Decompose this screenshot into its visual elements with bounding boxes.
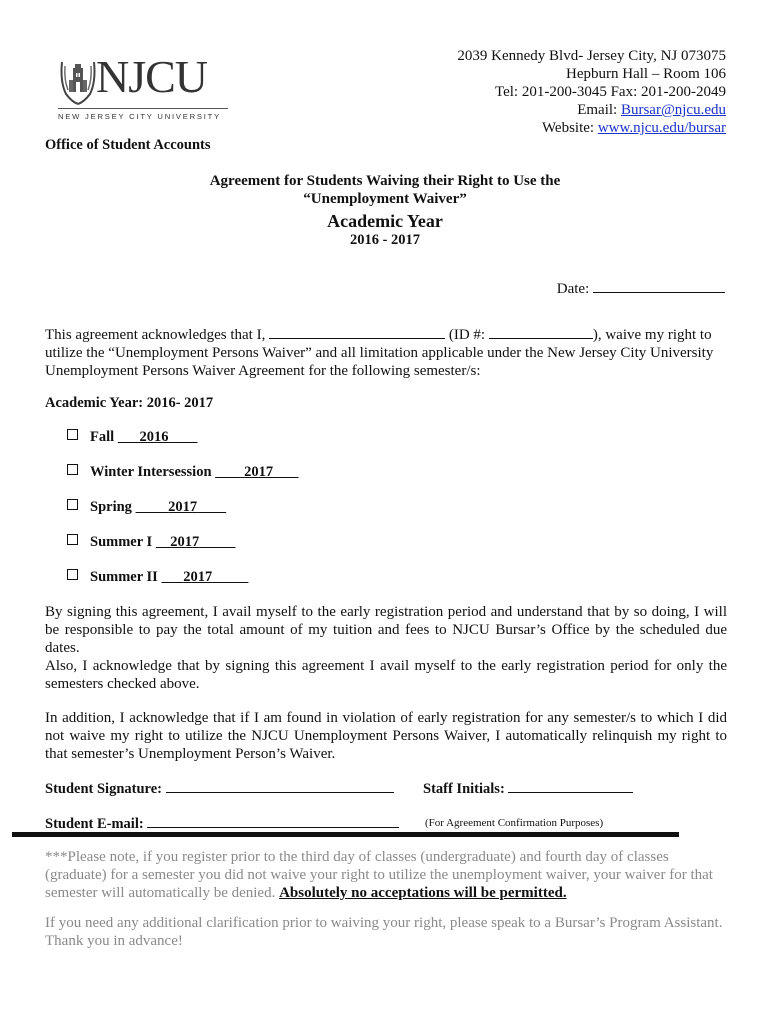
academic-year-heading: Academic Year: 2016- 2017 (45, 395, 214, 411)
website-label: Website: (541, 120, 598, 136)
student-email-label: Student E-mail: (45, 816, 148, 832)
semester-label: Winter Intersession (90, 464, 216, 480)
student-name-field[interactable] (269, 324, 445, 339)
signature-field[interactable] (166, 778, 394, 793)
intro-text-3: ), waive my right to utilize the “Unemployment Persons Waiver” and all limitation applicable under the New Jersey City University Unemployment Persons Waiver Agreement for the following semester/s: (45, 327, 714, 379)
contact-phone: Tel: 201-200-3045 Fax: 201-200-2049 (494, 84, 726, 100)
semester-label: Summer I (90, 534, 156, 550)
date-row (557, 278, 725, 298)
semester-label: Summer II (90, 569, 162, 585)
contact-address: 2039 Kennedy Blvd- Jersey City, NJ 073075 (457, 48, 726, 64)
semester-year: 2017 (168, 499, 198, 515)
logo-subtitle: NEW JERSEY CITY UNIVERSITY (58, 112, 221, 121)
academic-years: 2016 - 2017 (349, 232, 421, 248)
contact-hall: Hepburn Hall – Room 106 (566, 66, 726, 82)
contact-website-row (457, 119, 726, 137)
email-note: (For Agreement Confirmation Purposes) (425, 817, 604, 829)
date-label: Date: (556, 281, 593, 297)
terms-paragraph-3: In addition, I acknowledge that if I am found in violation of early registration for any semester/s to which I did not waive my right to utilize the NJCU Unemployment Persons Waiver, I automatically relinquish my right to that semester’s Unemployment Person’s Waiver. (45, 710, 727, 762)
semester-label: Spring (90, 499, 136, 515)
semester-year: 2017 (170, 534, 200, 550)
section-divider (12, 832, 679, 837)
semester-checkbox[interactable] (67, 429, 78, 440)
footer-emphasis: Absolutely no acceptations will be permitted. (279, 885, 567, 901)
semester-year: 2017 (244, 464, 274, 480)
terms-paragraph-2: Also, I acknowledge that by signing this agreement I avail myself to the early registration period for only the semesters checked above. (45, 658, 727, 692)
email-link[interactable]: Bursar@njcu.edu (620, 102, 726, 118)
staff-initials-label: Staff Initials: (423, 781, 509, 797)
intro-text-1: This agreement acknowledges that I, (45, 327, 270, 343)
footer-note (45, 848, 727, 902)
semester-item-winter (67, 464, 299, 481)
semester-checkbox[interactable] (67, 464, 78, 475)
semester-checkbox[interactable] (67, 499, 78, 510)
email-label: Email: (577, 102, 621, 118)
office-name: Office of Student Accounts (45, 137, 211, 153)
student-id-field[interactable] (489, 324, 593, 339)
semester-checkbox[interactable] (67, 569, 78, 580)
student-email-field[interactable] (147, 813, 399, 828)
terms-paragraph-1: By signing this agreement, I avail myself to the early registration period and understand that by so doing, I will be responsible to pay the total amount of my tuition and fees to NJCU Bursar’s Office by the scheduled due dates. (45, 604, 727, 656)
document-subtitle: Academic Year (327, 211, 443, 231)
semester-checkbox[interactable] (67, 534, 78, 545)
semester-label: Fall (90, 429, 118, 445)
footer-note-text: ***Please note, if you register prior to the third day of classes (undergraduate) and fourth day of classes (graduate) for a semester you did not waive your right to utilize the unemployment waiver, your waiver for that semester will automatically be denied. (45, 849, 713, 901)
logo-wordmark: NJCU (96, 51, 208, 102)
staff-initials-row (423, 778, 633, 798)
contact-email-row (457, 101, 726, 119)
closing-note: If you need any additional clarification prior to waiving your right, please speak to a Bursar’s Program Assistant. Thank you in advance! (45, 915, 723, 949)
intro-paragraph (45, 324, 727, 380)
signature-label: Student Signature: (45, 781, 166, 797)
semester-item-spring (67, 499, 226, 516)
intro-text-2: (ID #: (445, 327, 489, 343)
website-link[interactable]: www.njcu.edu/bursar (597, 120, 726, 136)
date-field[interactable] (593, 278, 725, 293)
contact-block (457, 47, 726, 137)
semester-year: 2016 (139, 429, 169, 445)
staff-initials-field[interactable] (508, 778, 633, 793)
crest-icon (58, 58, 98, 106)
university-logo (58, 51, 230, 126)
document-title (0, 172, 770, 208)
semester-year: 2017 (183, 569, 213, 585)
semester-item-fall (67, 429, 198, 446)
title-line-1: Agreement for Students Waiving their Right to Use the (209, 173, 561, 189)
semester-item-summer-2 (67, 569, 248, 586)
semester-item-summer-1 (67, 534, 236, 551)
student-email-row (45, 813, 399, 833)
logo-divider (58, 108, 228, 109)
student-signature-row (45, 778, 394, 798)
title-line-2: “Unemployment Waiver” (303, 191, 467, 207)
